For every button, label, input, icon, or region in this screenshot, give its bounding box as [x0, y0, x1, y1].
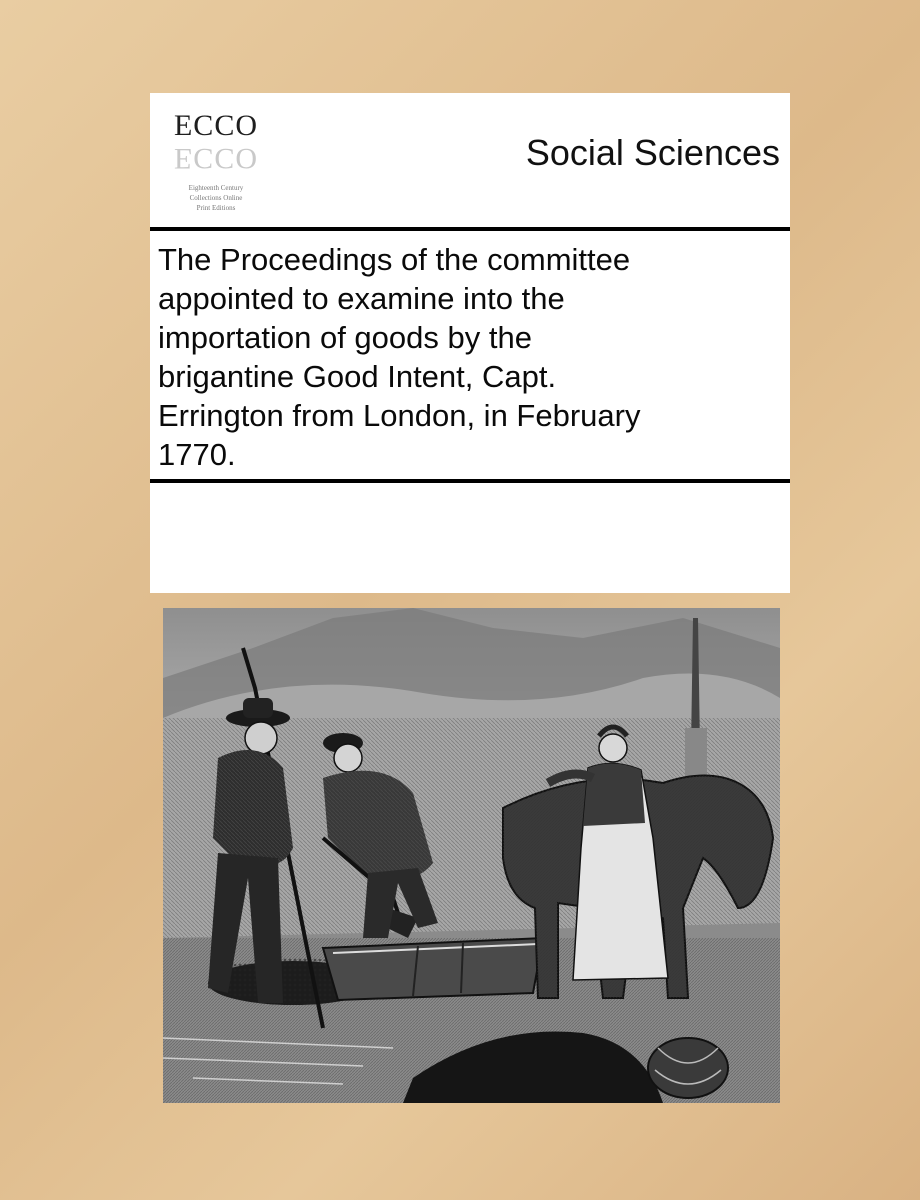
book-title [158, 240, 778, 474]
ecco-logo-line-1: Eighteenth Century [188, 184, 244, 192]
worker-head [245, 722, 277, 754]
coal-sledge [323, 938, 543, 1000]
title-line: appointed to examine into the [158, 281, 565, 316]
barrel [648, 1038, 728, 1098]
ecco-logo-line-3: Print Editions [196, 204, 236, 212]
title-line: The Proceedings of the committee [158, 242, 631, 277]
woman-head [599, 734, 627, 762]
worker-head [334, 744, 362, 772]
cover-illustration [163, 608, 780, 1103]
title-line: brigantine Good Intent, Capt. [158, 359, 557, 394]
series-label: Social Sciences [525, 132, 780, 173]
title-line: 1770. [158, 437, 236, 472]
top-rule [150, 227, 790, 231]
title-panel [150, 93, 790, 593]
title-line: Errington from London, in February [158, 398, 641, 433]
ecco-logo-line-2: Collections Online [189, 194, 243, 202]
ecco-logo [164, 105, 268, 223]
ecco-logo-mark: ECCO [173, 109, 258, 142]
title-line: importation of goods by the [158, 320, 532, 355]
ecco-logo-reflection: ECCO [173, 142, 258, 175]
bottom-rule [150, 479, 790, 483]
